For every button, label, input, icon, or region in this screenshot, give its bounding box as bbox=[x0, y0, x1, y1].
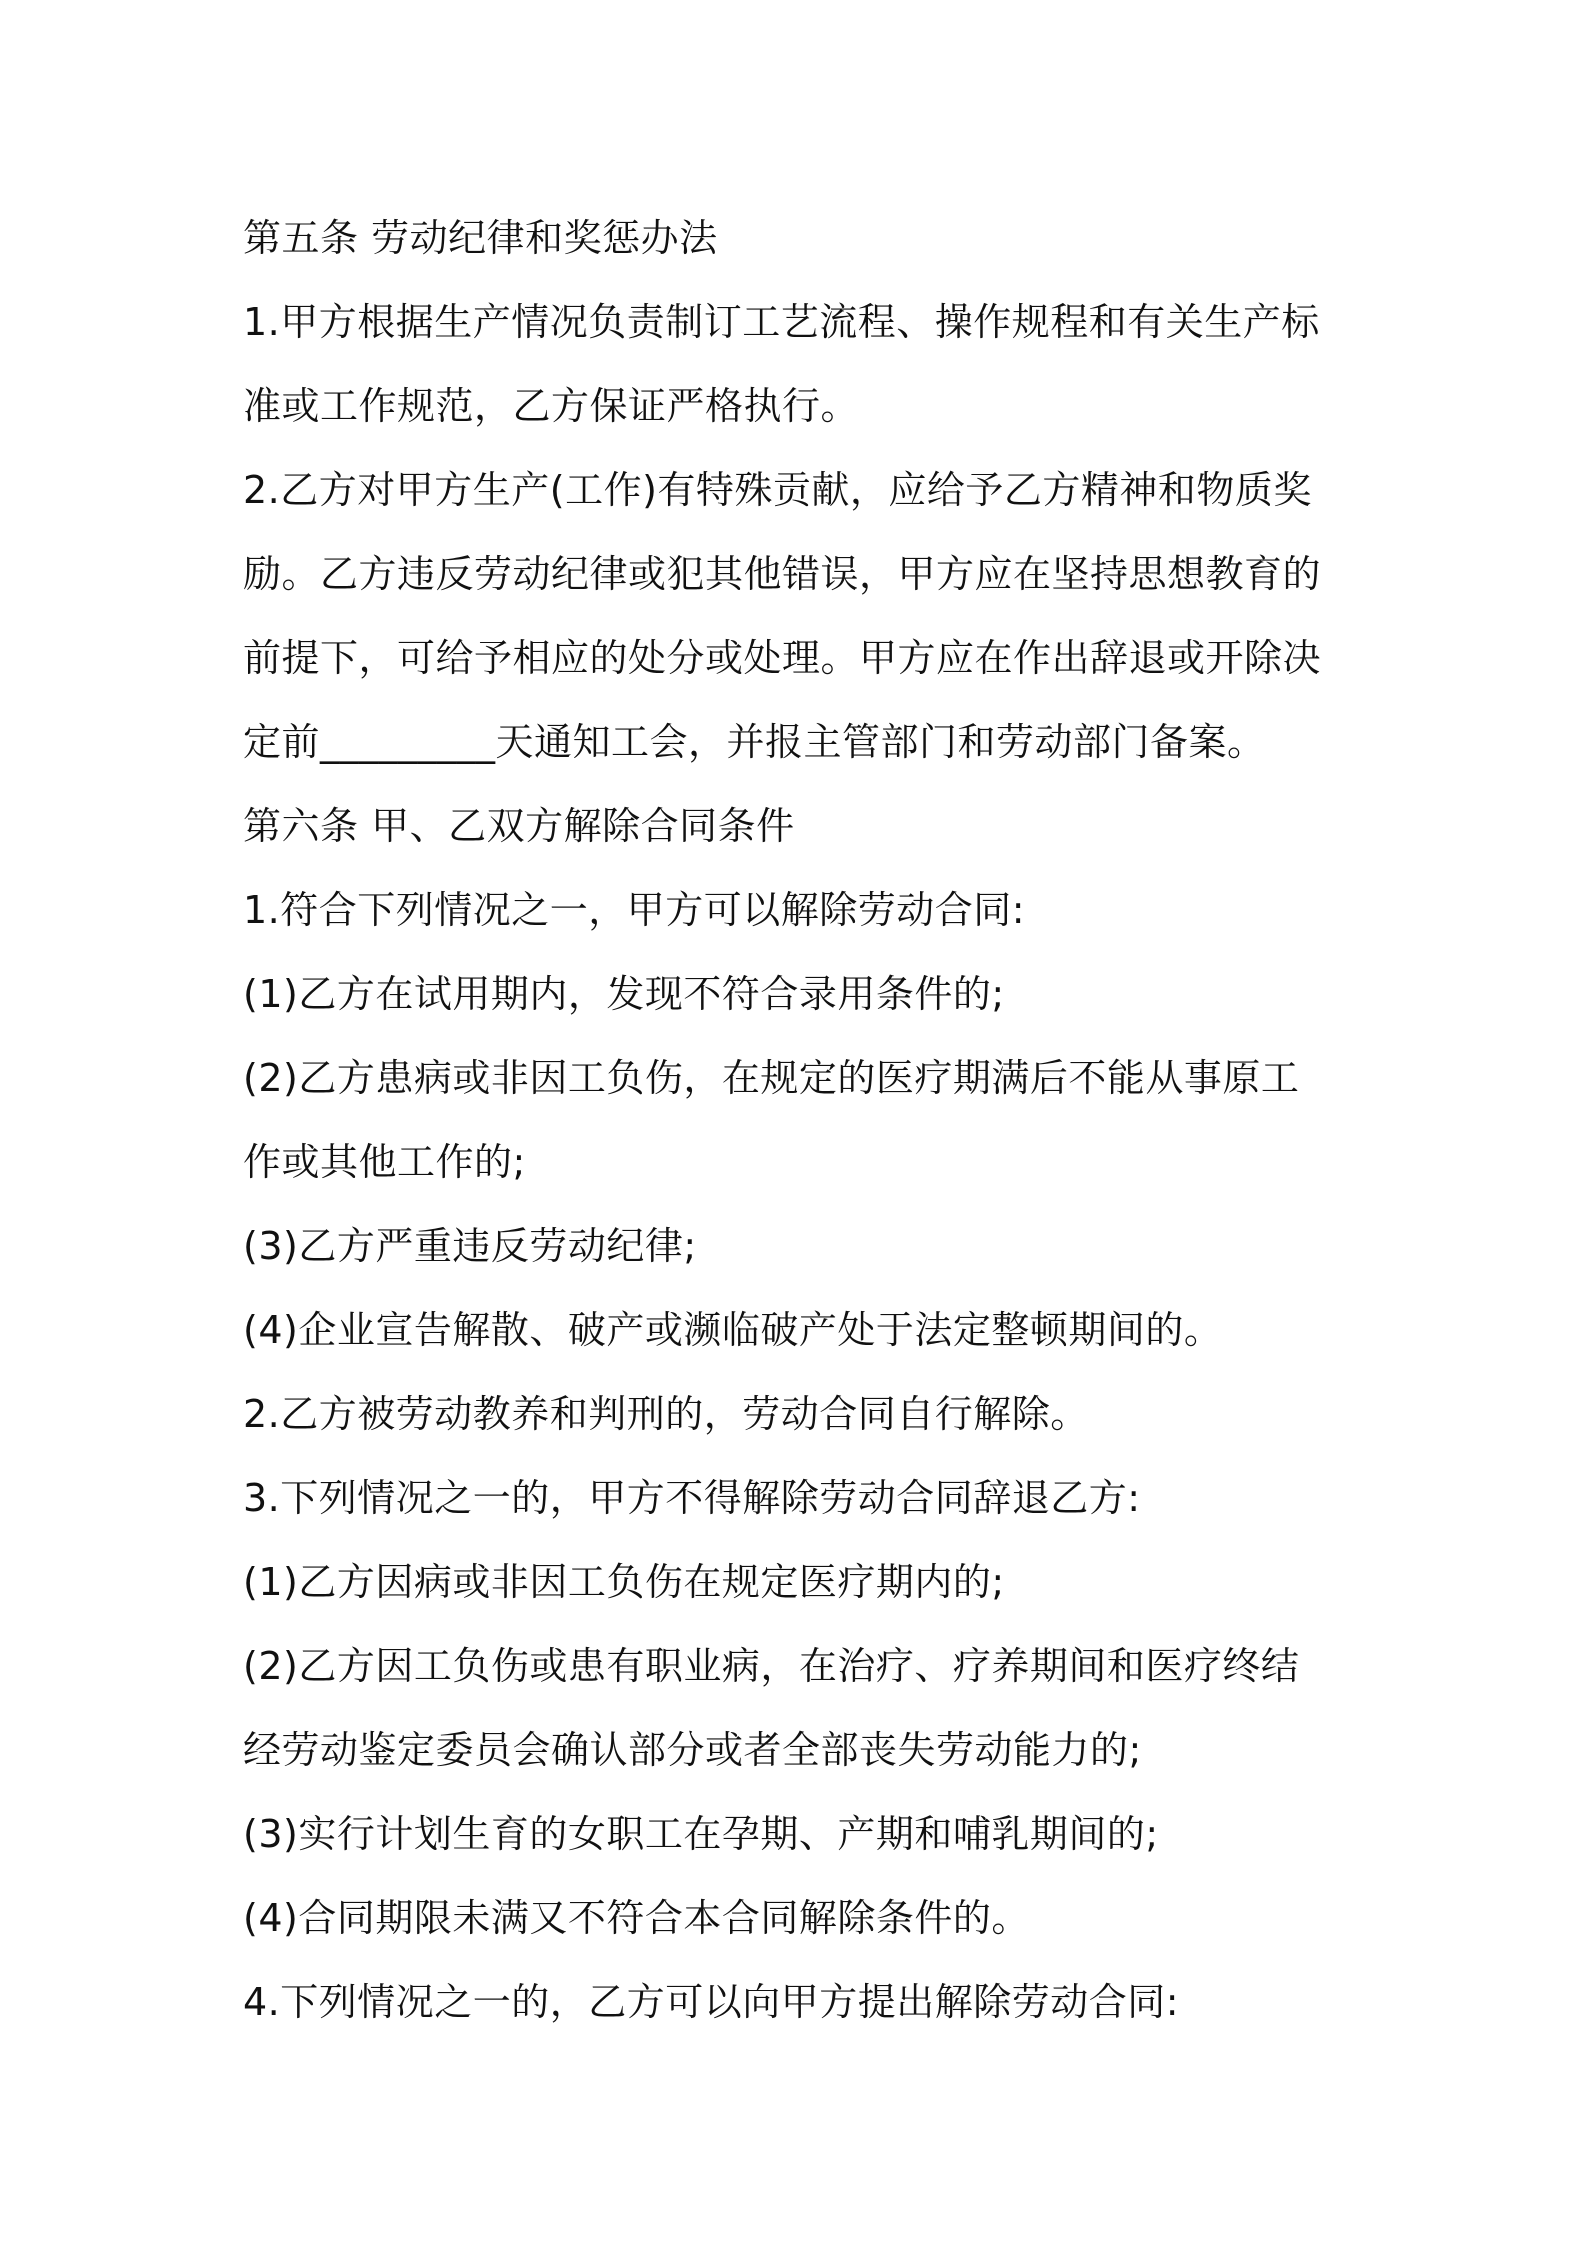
document-body bbox=[243, 196, 1363, 2044]
text-line: (3)乙方严重违反劳动纪律; bbox=[243, 1224, 697, 1268]
text-line: 2.乙方对甲方生产(工作)有特殊贡献，应给予乙方精神和物质奖 bbox=[243, 468, 1312, 512]
text-line: 经劳动鉴定委员会确认部分或者全部丧失劳动能力的; bbox=[243, 1728, 1142, 1772]
text-line: 4.下列情况之一的，乙方可以向甲方提出解除劳动合同: bbox=[243, 1980, 1180, 2024]
text-line: (1)乙方在试用期内，发现不符合录用条件的; bbox=[243, 972, 1005, 1016]
article-5-heading: 第五条 劳动纪律和奖惩办法 bbox=[243, 216, 718, 260]
text-line: 2.乙方被劳动教养和判刑的，劳动合同自行解除。 bbox=[243, 1392, 1089, 1436]
text-line: 定前_________天通知工会，并报主管部门和劳动部门备案。 bbox=[243, 720, 1266, 764]
text-line: 励。乙方违反劳动纪律或犯其他错误，甲方应在坚持思想教育的 bbox=[243, 552, 1322, 596]
text-line: 准或工作规范，乙方保证严格执行。 bbox=[243, 384, 860, 428]
text-line: (4)合同期限未满又不符合本合同解除条件的。 bbox=[243, 1896, 1030, 1940]
text-line: 1.甲方根据生产情况负责制订工艺流程、操作规程和有关生产标 bbox=[243, 300, 1320, 344]
text-line: 1.符合下列情况之一，甲方可以解除劳动合同: bbox=[243, 888, 1026, 932]
text-line: 前提下，可给予相应的处分或处理。甲方应在作出辞退或开除决 bbox=[243, 636, 1322, 680]
text-line: (2)乙方患病或非因工负伤，在规定的医疗期满后不能从事原工 bbox=[243, 1056, 1300, 1100]
text-line: 作或其他工作的; bbox=[243, 1140, 526, 1184]
text-line: (4)企业宣告解散、破产或濒临破产处于法定整顿期间的。 bbox=[243, 1308, 1223, 1352]
text-line: 3.下列情况之一的，甲方不得解除劳动合同辞退乙方: bbox=[243, 1476, 1141, 1520]
text-line: (3)实行计划生育的女职工在孕期、产期和哺乳期间的; bbox=[243, 1812, 1159, 1856]
text-line: (1)乙方因病或非因工负伤在规定医疗期内的; bbox=[243, 1560, 1005, 1604]
text-line: (2)乙方因工负伤或患有职业病，在治疗、疗养期间和医疗终结 bbox=[243, 1644, 1300, 1688]
article-6-heading: 第六条 甲、乙双方解除合同条件 bbox=[243, 804, 795, 848]
